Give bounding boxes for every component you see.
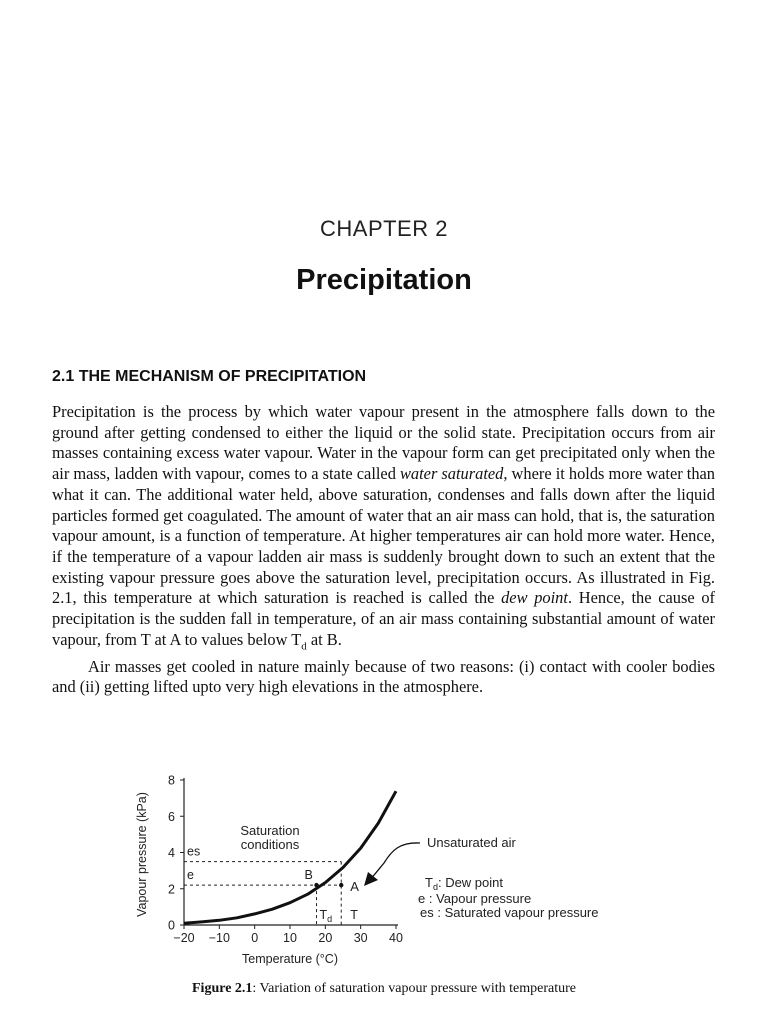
para1-text-a: Precipitation is the process by which water vapour present in the atmosphere falls down to the ground after getting condensed to either the liquid or the solid state. Precipitation occurs from air masses containing excess water vapour. Water in the vapour form can get precipitated only when the air mass, ladden with vapour, comes to a state called: [52, 402, 715, 484]
td-label: $T_d$: [319, 908, 333, 924]
paragraph-2: Air masses get cooled in nature mainly because of two reasons: (i) contact with cooler bodies and (ii) getting lifted upto very high elevations in the atmosphere.: [52, 656, 715, 697]
y-axis-label: Vapour pressure (kPa): [135, 792, 149, 917]
vapour-pressure-chart: [100, 768, 660, 978]
unsaturated-air-label: Unsaturated air: [427, 835, 516, 850]
x-tick-label: 0: [251, 931, 259, 945]
unsaturated-arrow-line: [370, 843, 420, 880]
saturation-curve: [184, 791, 396, 923]
y-tick-label: 4: [168, 846, 175, 860]
point-b-label: B: [304, 868, 313, 883]
td-subscript: d: [327, 914, 333, 924]
legend-td-subscript: d: [432, 882, 438, 892]
es-label: es: [187, 844, 201, 859]
t-label: T: [350, 908, 358, 922]
para1-text-c: . Hence, the cause of precipitation is the sudden fall in temperature, of an air mass containing substantial amount of water vapour, from T at A to values below T: [52, 588, 715, 649]
e-label: e: [187, 868, 194, 883]
x-tick-label: 30: [353, 931, 368, 945]
point-a: [339, 883, 343, 887]
y-tick-label: 2: [168, 882, 175, 897]
legend-td: $T_d$: Dew point: [425, 875, 504, 892]
y-tick-label: 8: [168, 773, 175, 788]
body-text: [52, 402, 715, 698]
x-axis-label: Temperature (°C): [242, 952, 338, 966]
legend-es: es : Saturated vapour pressure: [420, 905, 599, 920]
caption-label: Figure 2.1: [192, 981, 253, 996]
saturation-label-line1: Saturation: [240, 823, 300, 838]
legend-e: e : Vapour pressure: [418, 891, 532, 906]
para1-subscript: d: [301, 640, 307, 653]
y-tick-label: 0: [168, 918, 175, 933]
term-water-saturated: water saturated: [400, 464, 504, 484]
figure-2-1: [100, 768, 660, 978]
x-tick-label: 40: [389, 931, 403, 945]
chapter-title: Precipitation: [296, 264, 472, 296]
x-tick-label: 10: [283, 931, 297, 945]
legend-td-text: : Dew point: [437, 875, 504, 890]
para1-text-b: , where it holds more water than what it can. The additional water held, above saturation, condenses and falls down after the liquid particles formed get coagulated. The amount of water that an air mass can hold, that is, the saturation vapour amount, is a function of temperature. At higher temperatures air can hold more water. Hence, if the temperature of a vapour ladden air mass is suddenly brought down to such an extent that the existing vapour pressure goes above the saturation level, precipitation occurs. As illustrated in Fig. 2.1, this temperature at which saturation is reached is called the: [52, 464, 716, 608]
chapter-number: CHAPTER 2: [320, 216, 448, 241]
point-a-label: A: [350, 879, 359, 895]
y-tick-label: 6: [168, 809, 175, 824]
unsaturated-arrowhead: [364, 872, 378, 886]
section-heading: 2.1 THE MECHANISM OF PRECIPITATION: [52, 368, 367, 385]
x-tick-label: −20: [173, 931, 195, 945]
term-dew-point: dew point: [501, 588, 568, 608]
figure-caption: [0, 981, 768, 997]
caption-text: : Variation of saturation vapour pressure with temperature: [252, 981, 576, 996]
x-tick-label: 20: [318, 931, 333, 945]
paragraph-1: [52, 402, 715, 657]
saturation-label-line2: conditions: [240, 837, 300, 852]
point-b: [314, 883, 318, 887]
para1-text-d: at B.: [306, 629, 342, 649]
x-tick-label: −10: [208, 931, 230, 945]
